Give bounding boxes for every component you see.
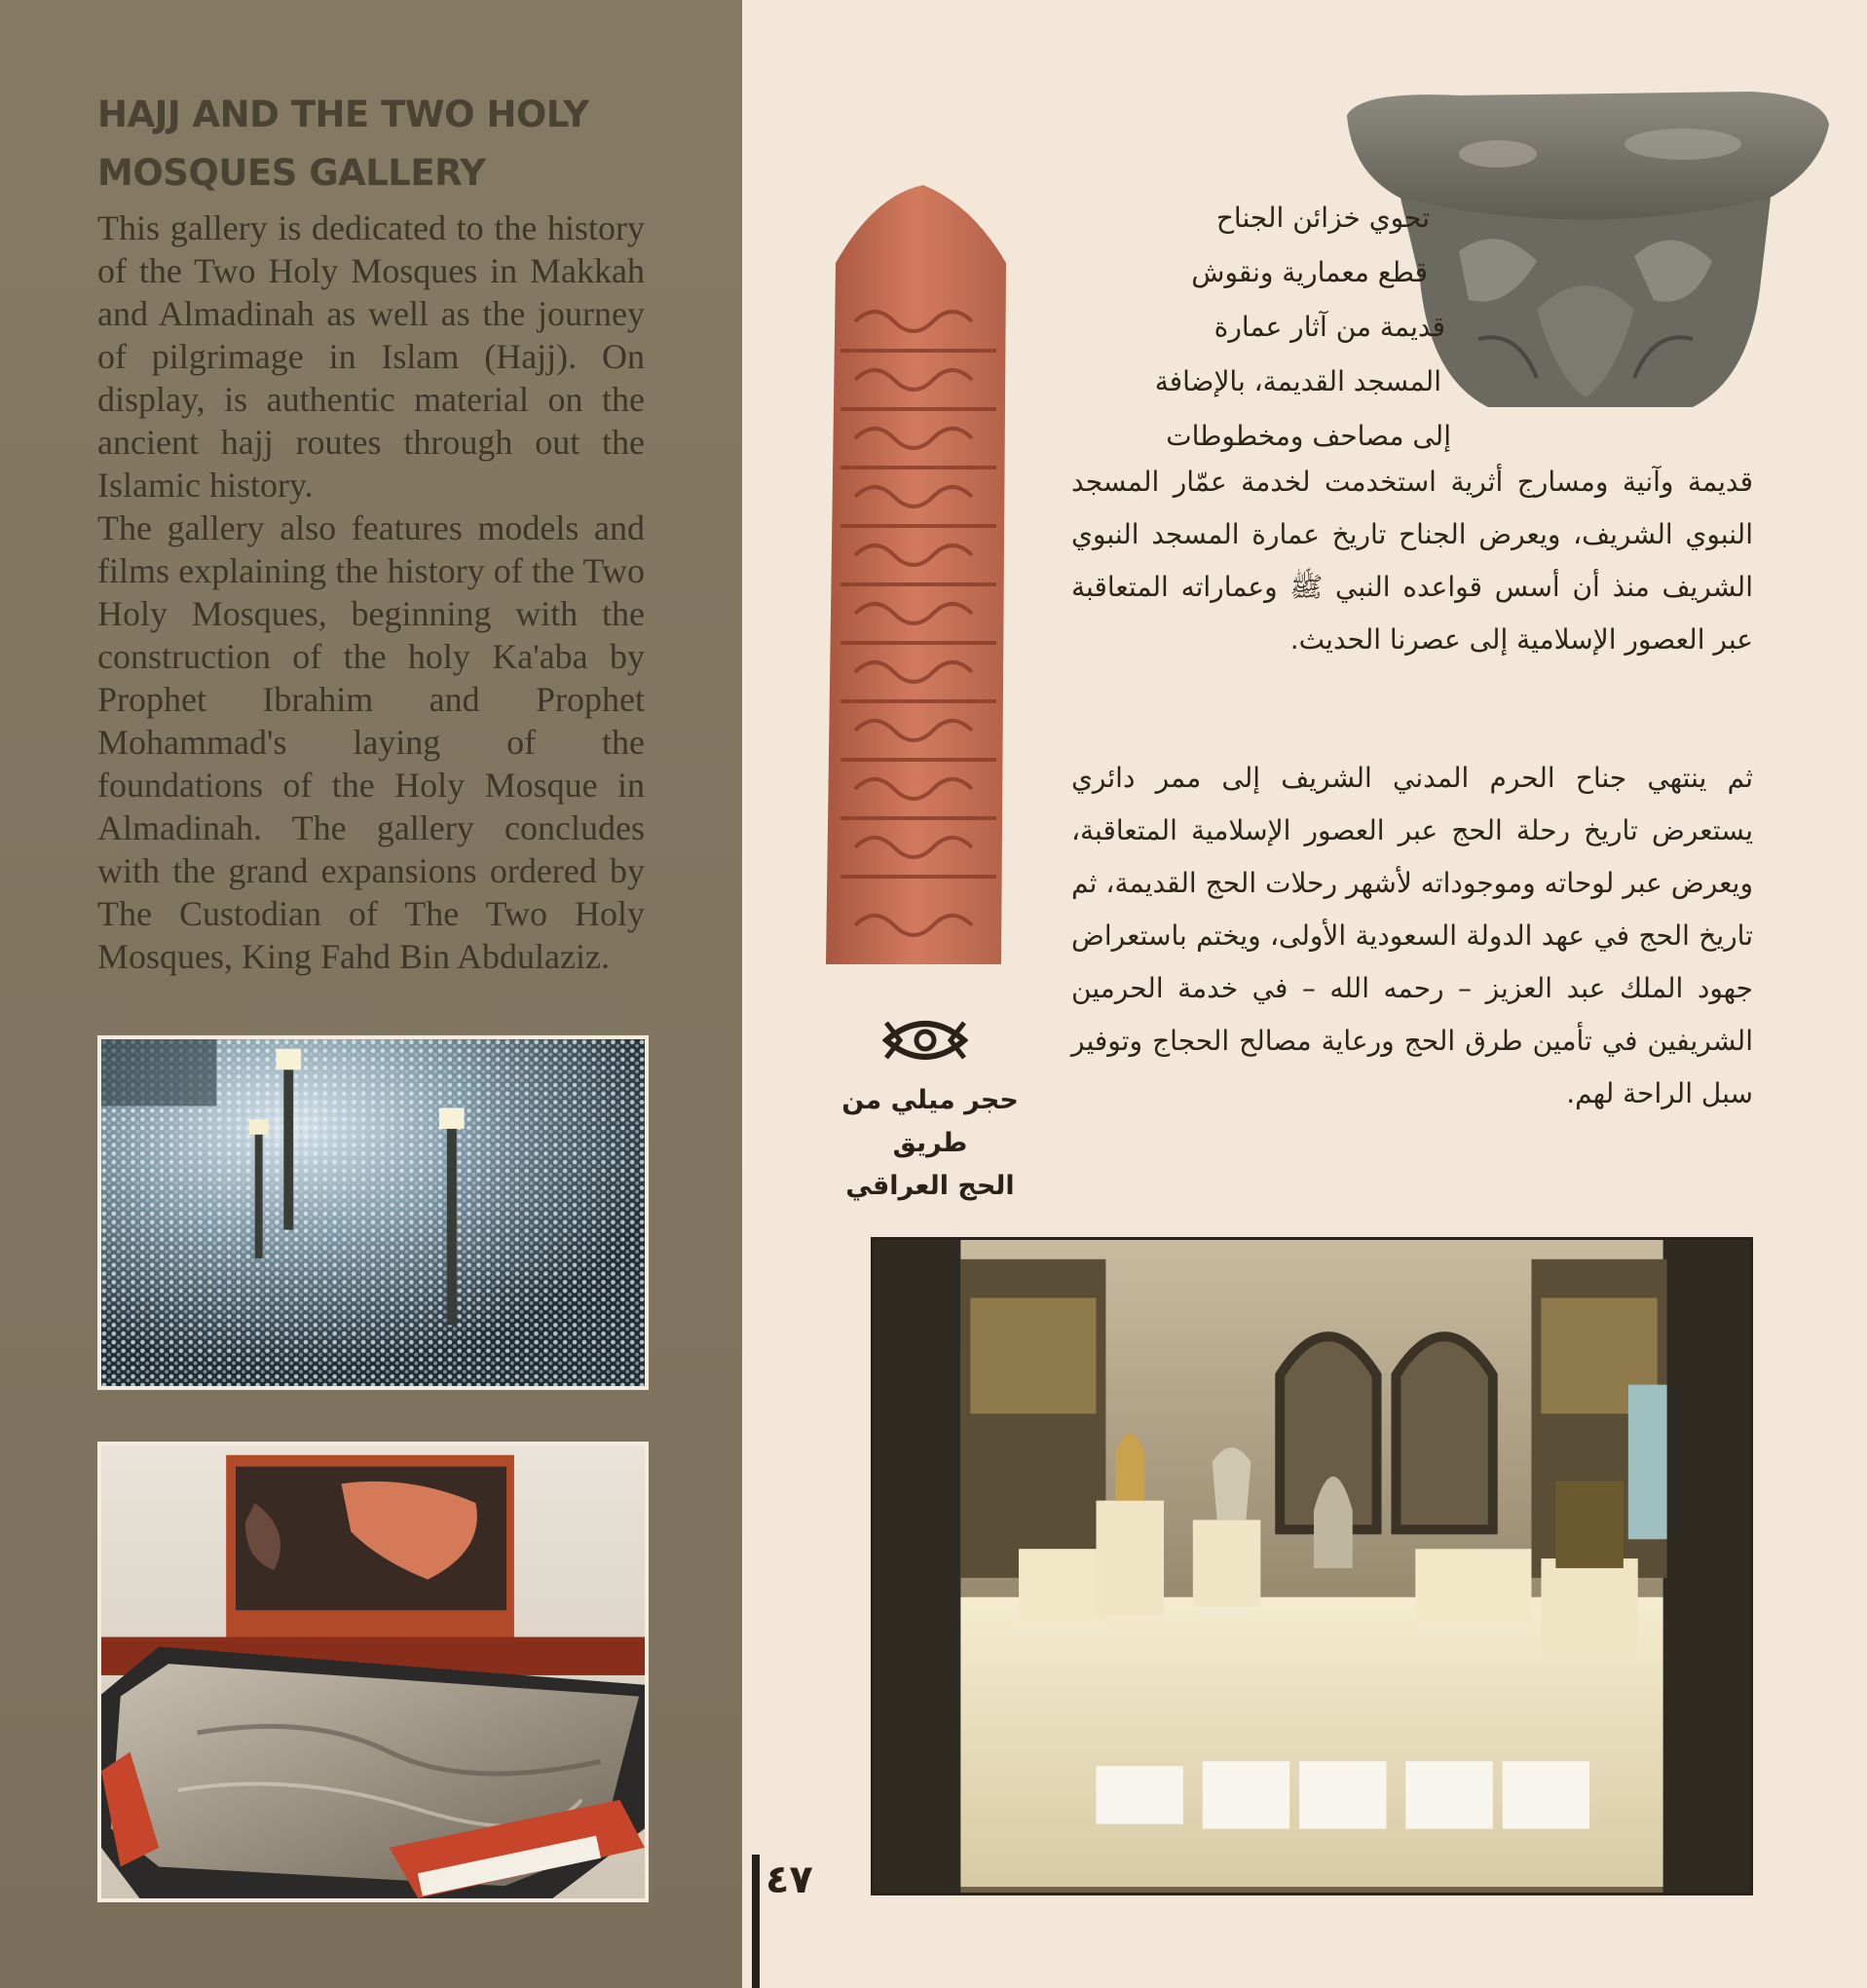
caption-line-1: حجر ميلي من طريق [841,1085,1019,1158]
arabic-intro-line-3: قديمة من آثار عمارة [1214,311,1445,343]
photo-mosque-crowd [97,1035,649,1390]
arabic-intro-line-2: قطع معمارية ونقوش [1191,256,1428,288]
page-number-bar [752,1855,760,1988]
photo-relief-model [97,1442,649,1902]
page-number: ٤٧ [765,1857,813,1902]
image-milestone [816,185,1011,982]
caption-line-2: الحج العراقي [845,1171,1015,1201]
gallery-title: HAJJ AND THE TWO HOLY MOSQUES GALLERY [97,94,589,194]
milestone-caption [813,1079,1047,1208]
arabic-intro-line-5: إلى مصاحف ومخطوطات [1166,420,1451,452]
english-paragraph-1: This gallery is dedicated to the history of the Two Holy Mosques in Makkah and Almadinah as well as the journey of pilgrimage in Islam (Hajj). On display, is authentic material on the ancient hajj routes through out the Islamic history. [97,208,645,505]
arabic-intro-line-1: تحوي خزائن الجناح [1215,202,1430,234]
english-paragraph-2: The gallery also features models and films explaining the history of the Two Holy Mosques, beginning with the construction of the holy Ka'aba by Prophet Ibrahim and Prophet Mohammad's laying of the foundations of the Holy Mosque in Almadinah. The gallery concludes with the grand expansions ordered by The Custodian of The Two Holy Mosques, King Fahd Bin Abdulaziz. [97,508,645,976]
arabic-intro-narrow [1071,191,1451,464]
arabic-intro-continued: قديمة وآنية ومسارج أثرية استخدمت لخدمة عمّار المسجد النبوي الشريف، ويعرض الجناح تاريخ عمارة المسجد النبوي الشريف منذ أن أسس قواعده النبي ﷺ وعماراته المتعاقبة عبر العصور الإسلامية إلى عصرنا الحديث. [1071,466,1753,656]
arabic-paragraph-2: ثم ينتهي جناح الحرم المدني الشريف إلى ممر دائري يستعرض تاريخ رحلة الحج عبر العصور الإسلامية المتعاقبة، ويعرض عبر لوحاته وموجوداته لأشهر رحلات الحج القديمة، ثم تاريخ الحج في عهد الدولة السعودية الأولى، ويختم باستعراض جهود الملك عبد العزيز – رحمه الله – في خدمة الحرمين الشريفين في تأمين طرق الحج ورعاية مصالح الحجاج وتوفير سبل الراحة لهم. [1071,762,1753,1109]
photo-gallery-vitrine [871,1237,1753,1895]
ornament-icon [882,1013,968,1068]
arabic-intro-line-4: المسجد القديمة، بالإضافة [1154,365,1441,397]
english-body [97,206,645,978]
